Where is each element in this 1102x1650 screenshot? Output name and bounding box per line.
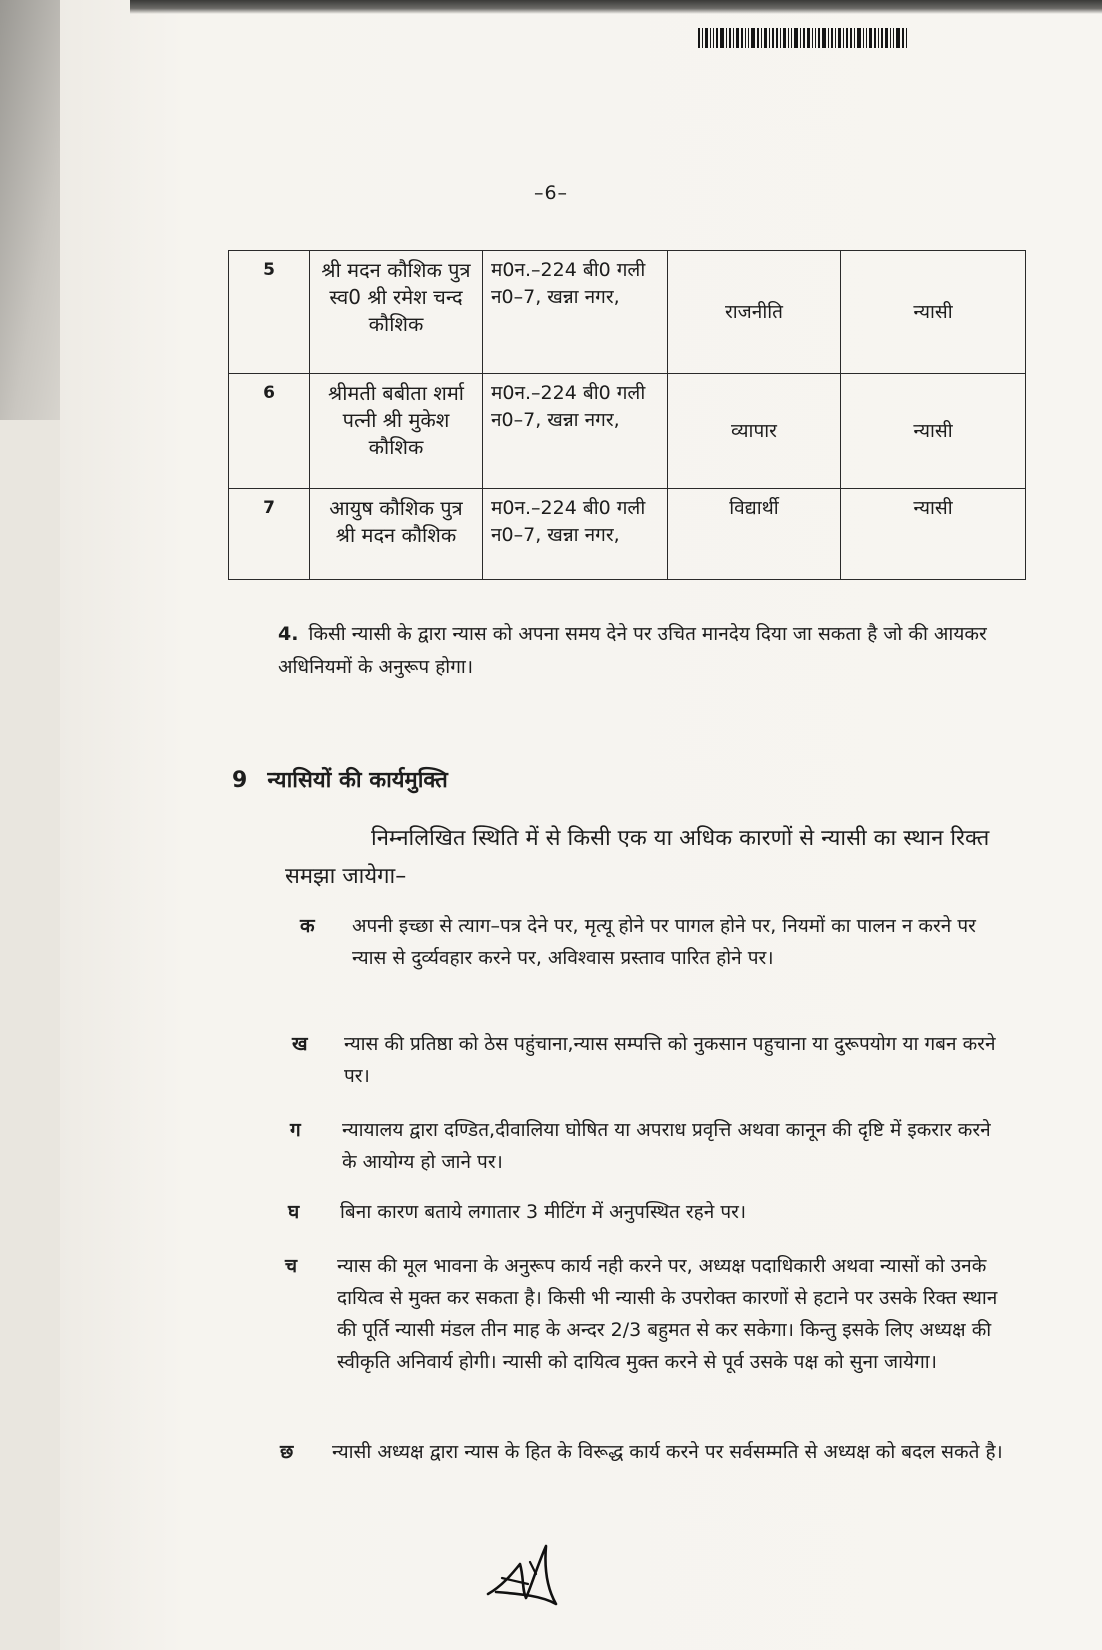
barcode-icon (698, 28, 988, 48)
trustee-name: आयुष कौशिक पुत्र श्री मदन कौशिक (310, 489, 483, 580)
item-text: न्यासी अध्यक्ष द्वारा न्यास के हित के विरूद्ध कार्य करने पर सर्वसम्मति से अध्यक्ष को बदल सकते है। (332, 1441, 1003, 1463)
item-text: न्यायालय द्वारा दण्डित,दीवालिया घोषित या अपराध प्रवृत्ति अथवा कानून की दृष्टि में इकरार करने के आयोग्य हो जाने पर। (342, 1119, 991, 1173)
trustee-name: श्री मदन कौशिक पुत्र स्व0 श्री रमेश चन्द कौशिक (310, 251, 483, 374)
item-text: बिना कारण बताये लगातार 3 मीटिंग में अनुपस्थित रहने पर। (340, 1201, 747, 1223)
trustee-address: म0न.–224 बी0 गली न0–7, खन्ना नगर, (483, 251, 668, 374)
item-label: च (285, 1255, 298, 1277)
serial-number: 6 (229, 374, 310, 489)
trustee-role: न्यासी (841, 374, 1026, 489)
trustee-occupation: राजनीति (668, 251, 841, 374)
scan-edge (130, 0, 1102, 14)
section-intro: निम्नलिखित स्थिति में से किसी एक या अधिक कारणों से न्यासी का स्थान रिक्त समझा जायेगा– (285, 826, 990, 889)
item-label: घ (288, 1201, 300, 1223)
list-item (285, 1250, 1005, 1378)
page-number: –6– (533, 182, 569, 204)
section-heading (232, 764, 448, 794)
clause-number: 4. (278, 623, 299, 645)
trustee-role: न्यासी (841, 251, 1026, 374)
list-item (280, 1436, 1004, 1468)
trustee-name: श्रीमती बबीता शर्मा पत्नी श्री मुकेश कौशिक (310, 374, 483, 489)
item-text: न्यास की मूल भावना के अनुरूप कार्य नही करने पर, अध्यक्ष पदाधिकारी अथवा न्यासों को उनके दायित्व से मुक्त कर सकता है। किसी भी न्यासी के उपरोक्त कारणों से हटाने पर उसके रिक्त स्थान की पूर्ति न्यासी मंडल तीन माह के अन्दर 2/3 बहुमत से कर सकेगा। किन्तु इसके लिए अध्यक्ष की स्वीकृति अनिवार्य होगी। न्यासी को दायित्व मुक्त करने से पूर्व उसके पक्ष को सुना जायेगा। (337, 1255, 998, 1373)
list-item (292, 1028, 1000, 1092)
item-text: अपनी इच्छा से त्याग–पत्र देने पर, मृत्यू होने पर पागल होने पर, नियमों का पालन न करने पर न्यास से दुर्व्यवहार करने पर, अविश्वास प्रस्ताव पारित होने पर। (352, 915, 976, 969)
trustee-occupation: व्यापार (668, 374, 841, 489)
item-text: न्यास की प्रतिष्ठा को ठेस पहुंचाना,न्यास सम्पत्ति को नुकसान पहुचाना या दुरूपयोग या गबन करने पर। (344, 1033, 996, 1087)
signature-mark (482, 1534, 582, 1614)
serial-number: 7 (229, 489, 310, 580)
list-item (290, 1114, 1006, 1178)
trustee-occupation: विद्यार्थी (668, 489, 841, 580)
trustee-role: न्यासी (841, 489, 1026, 580)
item-label: क (300, 915, 315, 937)
clause-4 (278, 618, 1008, 684)
trustee-address: म0न.–224 बी0 गली न0–7, खन्ना नगर, (483, 489, 668, 580)
section-number: 9 (232, 768, 248, 793)
item-label: ख (292, 1033, 308, 1055)
item-label: ग (290, 1119, 301, 1141)
table-row (229, 489, 1026, 580)
list-item (288, 1196, 1004, 1228)
table-row (229, 251, 1026, 374)
trustees-table (228, 250, 1026, 580)
section-title: न्यासियों की कार्यमुक्ति (267, 768, 448, 793)
clause-text: किसी न्यासी के द्वारा न्यास को अपना समय देने पर उचित मानदेय दिया जा सकता है जो की आयकर अधिनियमों के अनुरूप होगा। (278, 623, 987, 678)
table-row (229, 374, 1026, 489)
serial-number: 5 (229, 251, 310, 374)
trustee-address: म0न.–224 बी0 गली न0–7, खन्ना नगर, (483, 374, 668, 489)
list-item (300, 910, 1000, 974)
item-label: छ (280, 1441, 294, 1463)
